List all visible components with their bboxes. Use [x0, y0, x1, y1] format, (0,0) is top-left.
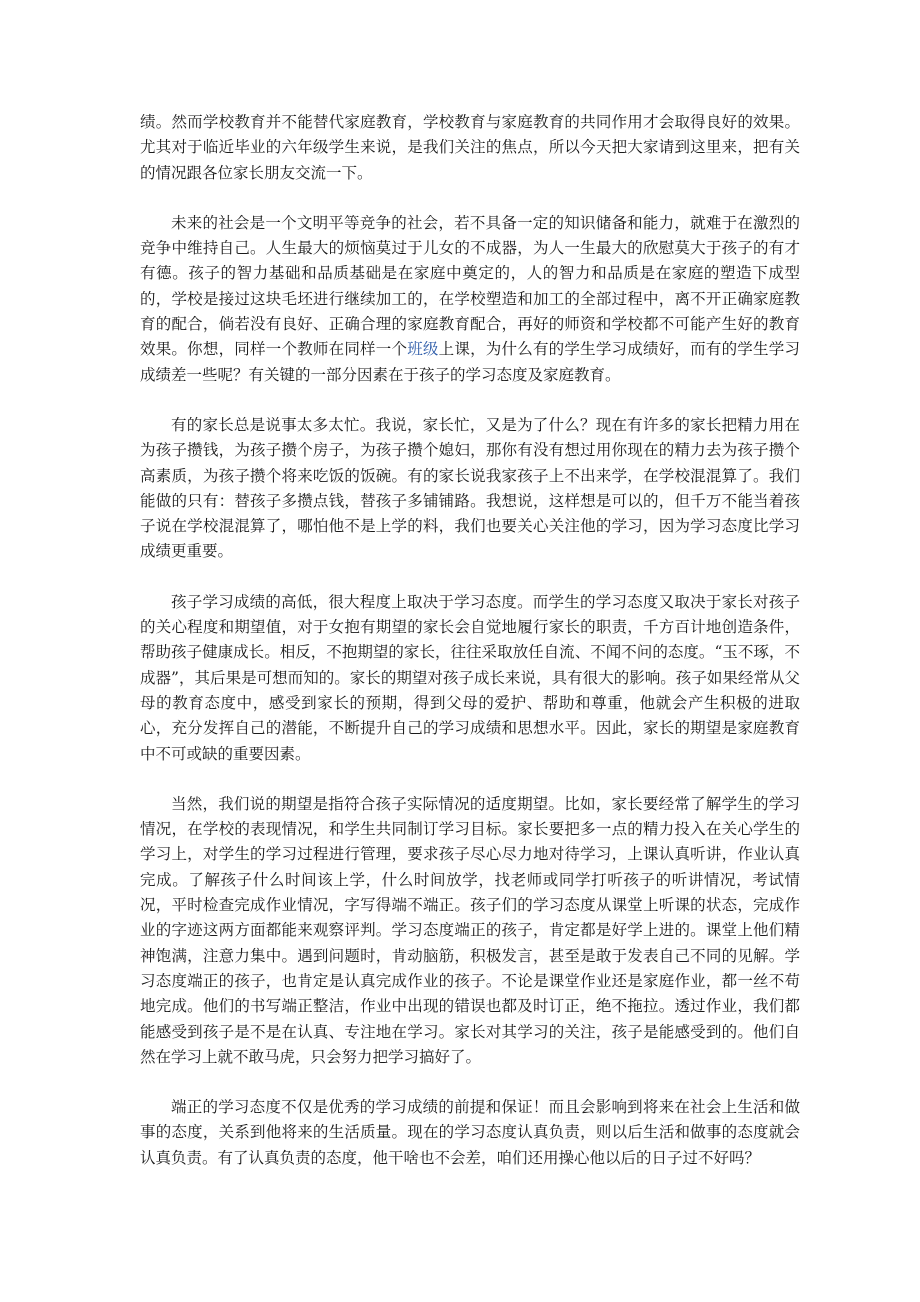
paragraph-text: 有的家长总是说事太多太忙。我说，家长忙，又是为了什么？现在有许多的家长把精力用在为孩子攒钱，为孩子攒个房子，为孩子攒个媳妇，那你有没有想过用你现在的精力去为孩子攒个高素质，为孩子攒个将来吃饭的饭碗。有的家长说我家孩子上不出来学，在学校混混算了。我们能做的只有：替孩子多攒点钱，替孩子多铺铺路。我想说，这样想是可以的，但千万不能当着孩子说在学校混混算了，哪怕他不是上学的料，我们也要关心关注他的学习，因为学习态度比学习成绩更重要。: [140, 415, 800, 561]
paragraph: [140, 110, 800, 186]
paragraph-text: 端正的学习态度不仅是优秀的学习成绩的前提和保证！而且会影响到将来在社会上生活和做事的态度，关系到他将来的生活质量。现在的学习态度认真负责，则以后生活和做事的态度就会认真负责。有了认真负责的态度，他干啥也不会差，咱们还用操心他以后的日子过不好吗？: [140, 1098, 800, 1167]
paragraph: [140, 792, 800, 1070]
paragraph: [140, 413, 800, 565]
paragraph: [140, 590, 800, 767]
document-body: [140, 110, 800, 1196]
paragraph-text: 绩。然而学校教育并不能替代家庭教育，学校教育与家庭教育的共同作用才会取得良好的效果。尤其对于临近毕业的六年级学生来说，是我们关注的焦点，所以今天把大家请到这里来，把有关的情况跟各位家长朋友交流一下。: [140, 113, 800, 182]
paragraph: [140, 211, 800, 388]
class-link[interactable]: 班级: [407, 340, 439, 359]
paragraph-text: 未来的社会是一个文明平等竞争的社会，若不具备一定的知识储备和能力，就难于在激烈的竞争中维持自己。人生最大的烦恼莫过于儿女的不成器，为人一生最大的欣慰莫大于孩子的有才有德。孩子的智力基础和品质基础是在家庭中奠定的，人的智力和品质是在家庭的塑造下成型的，学校是接过这块毛坯进行继续加工的，在学校塑造和加工的全部过程中，离不开正确家庭教育的配合，倘若没有良好、正确合理的家庭教育配合，再好的师资和学校都不可能产生好的教育效果。你想，同样一个教师在同样一个: [140, 213, 800, 359]
paragraph: [140, 1095, 800, 1171]
paragraph-text: 上课，为什么有的学生学习成绩好，而有的学生学习成绩差一些呢？有关键的一部分因素在于孩子的学习态度及家庭教育。: [140, 340, 800, 384]
paragraph-text: 当然，我们说的期望是指符合孩子实际情况的适度期望。比如，家长要经常了解学生的学习情况，在学校的表现情况，和学生共同制订学习目标。家长要把多一点的精力投入在关心学生的学习上，对学生的学习过程进行管理，要求孩子尽心尽力地对待学习，上课认真听讲，作业认真完成。了解孩子什么时间该上学，什么时间放学，找老师或同学打听孩子的听讲情况，考试情况，平时检查完成作业情况，字写得端不端正。孩子们的学习态度从课堂上听课的状态，完成作业的字迹这两方面都能来观察评判。学习态度端正的孩子，肯定都是好学上进的。课堂上他们精神饱满，注意力集中。遇到问题时，肯动脑筋，积极发言，甚至是敢于发表自己不同的见解。学习态度端正的孩子，也肯定是认真完成作业的孩子。不论是课堂作业还是家庭作业，都一丝不苟地完成。他们的书写端正整洁，作业中出现的错误也都及时订正，绝不拖拉。透过作业，我们都能感受到孩子是不是在认真、专注地在学习。家长对其学习的关注，孩子是能感受到的。他们自然在学习上就不敢马虎，只会努力把学习搞好了。: [140, 794, 800, 1066]
paragraph-text: 孩子学习成绩的高低，很大程度上取决于学习态度。而学生的学习态度又取决于家长对孩子的关心程度和期望值，对于女抱有期望的家长会自觉地履行家长的职责，千方百计地创造条件，帮助孩子健康成长。相反，不抱期望的家长，往往采取放任自流、不闻不问的态度。“玉不琢，不成器”，其后果是可想而知的。家长的期望对孩子成长来说，具有很大的影响。孩子如果经常从父母的教育态度中，感受到家长的预期，得到父母的爱护、帮助和尊重，他就会产生积极的进取心，充分发挥自己的潜能，不断提升自己的学习成绩和思想水平。因此，家长的期望是家庭教育中不可或缺的重要因素。: [140, 592, 800, 763]
